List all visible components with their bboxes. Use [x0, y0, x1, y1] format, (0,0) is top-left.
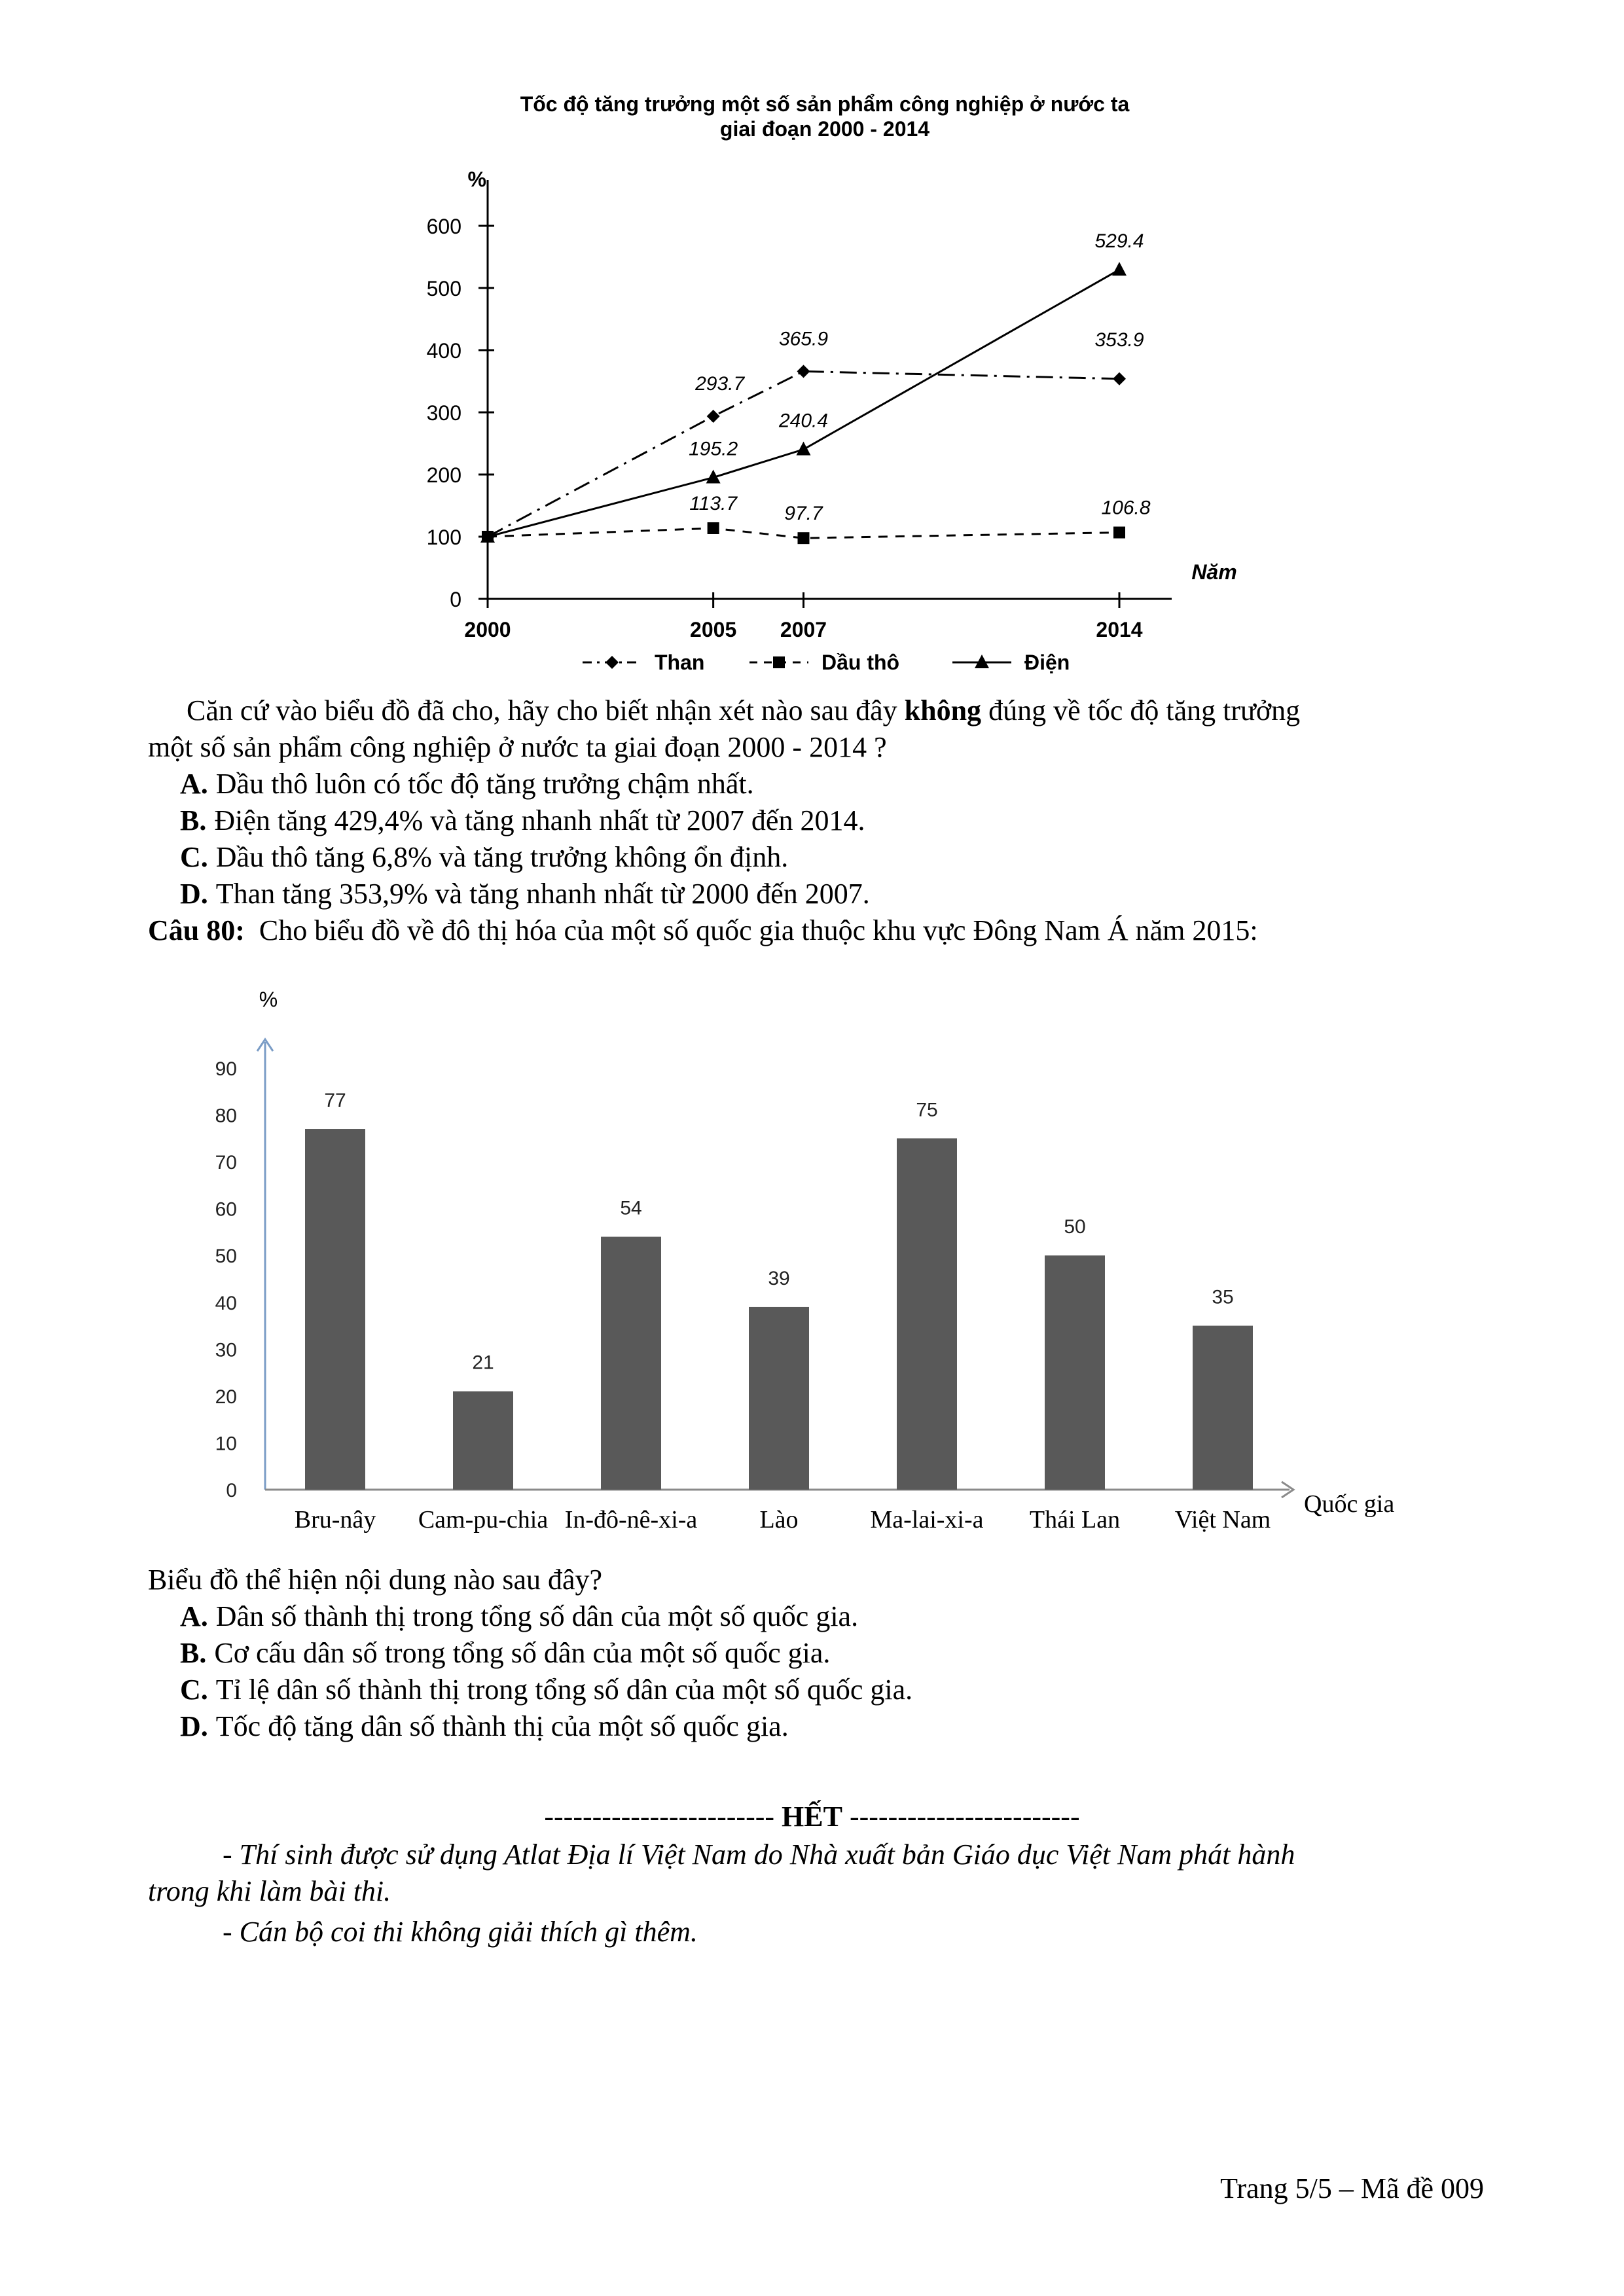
y-tick-label: 300: [426, 401, 461, 425]
q79-stem-part: Căn cứ vào biểu đồ đã cho, hãy cho biết nhận xét nào sau đây: [187, 694, 905, 726]
y-tick-label: 0: [450, 588, 461, 611]
bar-value-label: 75: [916, 1099, 938, 1121]
y-tick-label: 90: [215, 1058, 237, 1080]
bar-value-label: 50: [1064, 1216, 1086, 1238]
q80-label: Câu 80:: [148, 914, 245, 946]
x-tick-label: 2000: [464, 618, 511, 641]
option-key: A.: [180, 768, 208, 800]
q79-stem-line1: [187, 692, 1300, 729]
option-key: A.: [180, 1600, 208, 1632]
legend-label: Điện: [1024, 651, 1070, 674]
data-label: 529.4: [1094, 230, 1144, 253]
y-tick-label: 50: [215, 1246, 237, 1268]
line-chart-title: Tốc độ tăng trưởng một số sản phẩm công nghiệp ở nước ta: [520, 92, 1130, 116]
end-dashes-right: ------------------------: [849, 1801, 1080, 1833]
bar-value-label: 77: [324, 1090, 346, 1112]
category-label: In-đô-nê-xi-a: [564, 1506, 698, 1534]
option-key: D.: [180, 878, 208, 910]
end-word: HẾT: [782, 1801, 842, 1833]
data-label: 106.8: [1101, 497, 1151, 519]
line-chart-legend: [583, 651, 1070, 674]
y-axis-label: %: [467, 168, 486, 191]
y-tick-label: 80: [215, 1105, 237, 1127]
option-key: B.: [180, 1637, 207, 1669]
line-chart-subtitle: giai đoạn 2000 - 2014: [719, 117, 930, 141]
category-label: Lào: [759, 1506, 799, 1534]
page-footer: Trang 5/5 – Mã đề 009: [1220, 2172, 1484, 2204]
bar-value-label: 21: [472, 1352, 494, 1374]
bar-3: [601, 1237, 661, 1490]
option-text: Than tăng 353,9% và tăng nhanh nhất từ 2000 đến 2007.: [215, 878, 870, 910]
q80-stem: [148, 912, 1258, 949]
y-tick-label: 100: [426, 526, 461, 549]
y-tick-label: 20: [215, 1386, 237, 1408]
series-marker-1: [708, 522, 719, 534]
category-label: Việt Nam: [1174, 1506, 1271, 1534]
option-text: Tỉ lệ dân số thành thị trong tổng số dân của một số quốc gia.: [215, 1674, 913, 1706]
bar-5: [897, 1138, 957, 1490]
q79-stem-bold: không: [904, 694, 982, 726]
data-label: 365.9: [778, 328, 829, 350]
line-chart: [0, 0, 1624, 707]
line-chart-series: [480, 230, 1151, 544]
data-label: 353.9: [1094, 329, 1144, 351]
q80-stem-text: Cho biểu đồ về đô thị hóa của một số quốc gia thuộc khu vực Đông Nam Á năm 2015:: [259, 914, 1258, 946]
option-text: Dân số thành thị trong tổng số dân của một số quốc gia.: [215, 1600, 859, 1632]
q79-option-d[interactable]: [180, 876, 870, 912]
q80-option-c[interactable]: [180, 1672, 912, 1708]
x-tick-label: 2014: [1096, 618, 1143, 641]
series-marker-1: [1113, 527, 1125, 539]
q79-stem-line2: một số sản phẩm công nghiệp ở nước ta giai đoạn 2000 - 2014 ?: [148, 731, 887, 763]
category-label: Thái Lan: [1029, 1506, 1121, 1534]
y-tick-label: 200: [426, 463, 461, 487]
series-line-2: [488, 270, 1119, 537]
series-marker-1: [798, 532, 810, 544]
bar-value-label: 35: [1212, 1286, 1234, 1308]
bar-chart: [0, 969, 1624, 1545]
data-label: 195.2: [689, 438, 738, 460]
legend-marker-0: [605, 656, 619, 669]
option-text: Dầu thô tăng 6,8% và tăng trưởng không ổn định.: [215, 841, 789, 873]
data-label: 293.7: [695, 372, 745, 395]
y-tick-label: 40: [215, 1292, 237, 1314]
q79-option-a[interactable]: [180, 766, 754, 802]
q79-option-c[interactable]: [180, 839, 788, 876]
series-marker-2: [797, 442, 811, 456]
end-dashes-left: ------------------------: [544, 1801, 775, 1833]
q80-option-a[interactable]: [180, 1598, 858, 1635]
bar-chart-bars: [305, 1090, 1253, 1490]
x-axis-label: Quốc gia: [1304, 1490, 1395, 1518]
option-key: C.: [180, 841, 208, 873]
legend-marker-1: [773, 656, 785, 668]
series-marker-0: [1113, 372, 1126, 386]
category-label: Ma-lai-xi-a: [870, 1506, 984, 1534]
y-axis-label: %: [259, 988, 278, 1011]
bar-4: [749, 1307, 809, 1490]
note-1-line1: - Thí sinh được sử dụng Atlat Địa lí Việt Nam do Nhà xuất bản Giáo dục Việt Nam phát hành: [223, 1839, 1295, 1871]
y-tick-label: 600: [426, 215, 461, 238]
y-tick-label: 10: [215, 1433, 237, 1455]
end-marker: [0, 1799, 1624, 1835]
option-text: Tốc độ tăng dân số thành thị của một số quốc gia.: [215, 1710, 789, 1742]
category-label: Cam-pu-chia: [418, 1506, 549, 1534]
y-tick-label: 60: [215, 1198, 237, 1221]
y-tick-label: 70: [215, 1152, 237, 1174]
y-tick-label: 0: [226, 1480, 237, 1501]
q80-question: Biểu đồ thể hiện nội dung nào sau đây?: [148, 1564, 603, 1596]
x-tick-label: 2005: [690, 618, 737, 641]
bar-7: [1193, 1326, 1253, 1490]
y-tick-label: 500: [426, 277, 461, 300]
option-key: D.: [180, 1710, 208, 1742]
option-text: Điện tăng 429,4% và tăng nhanh nhất từ 2007 đến 2014.: [214, 804, 865, 836]
q80-option-b[interactable]: [180, 1635, 830, 1672]
legend-label: Dầu thô: [821, 651, 900, 674]
series-marker-0: [707, 410, 720, 423]
series-marker-0: [797, 365, 810, 378]
option-text: Cơ cấu dân số trong tổng số dân của một số quốc gia.: [214, 1637, 831, 1669]
legend-label: Than: [655, 651, 705, 674]
bar-value-label: 54: [620, 1197, 642, 1219]
q79-stem-part: đúng về tốc độ tăng trưởng: [981, 694, 1301, 726]
x-tick-label: 2007: [780, 618, 827, 641]
option-key: B.: [180, 804, 207, 836]
bar-value-label: 39: [768, 1267, 790, 1289]
data-label: 240.4: [778, 410, 829, 432]
data-label: 97.7: [784, 503, 823, 525]
q80-option-d[interactable]: [180, 1708, 789, 1745]
data-label: 113.7: [689, 492, 738, 514]
bar-1: [305, 1129, 365, 1490]
bar-6: [1045, 1255, 1105, 1490]
category-label: Bru-nây: [294, 1506, 376, 1534]
y-tick-label: 30: [215, 1339, 237, 1361]
q79-option-b[interactable]: [180, 802, 865, 839]
note-1-line2: trong khi làm bài thi.: [148, 1875, 391, 1907]
x-axis-label: Năm: [1191, 560, 1237, 584]
option-text: Dầu thô luôn có tốc độ tăng trưởng chậm nhất.: [215, 768, 754, 800]
y-tick-label: 400: [426, 339, 461, 363]
series-marker-2: [1112, 262, 1127, 276]
bar-2: [453, 1391, 513, 1490]
note-2: - Cán bộ coi thi không giải thích gì thêm.: [223, 1916, 698, 1948]
option-key: C.: [180, 1674, 208, 1706]
